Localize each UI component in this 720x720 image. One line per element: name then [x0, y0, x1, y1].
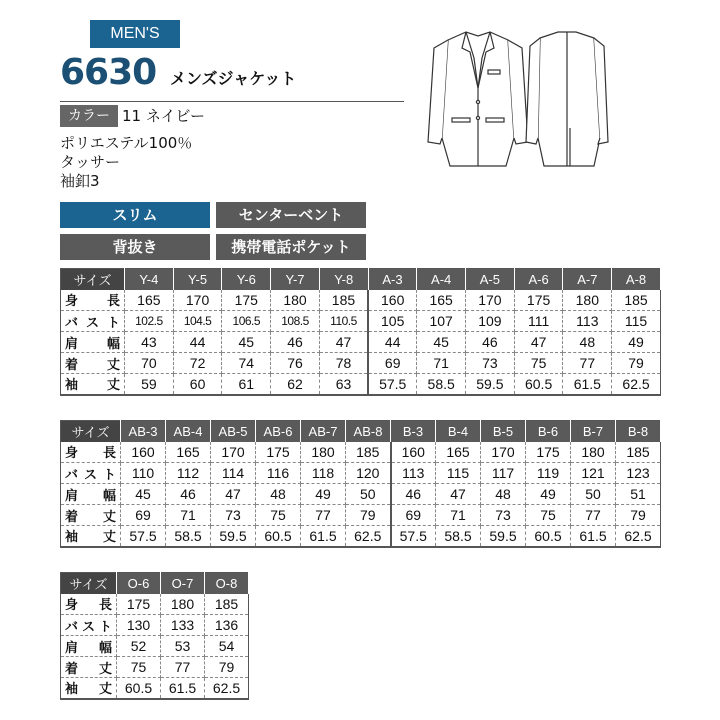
- row-label: 袖 丈: [61, 678, 117, 699]
- spec-material: ポリエステル100％: [60, 134, 193, 152]
- table-cell: 46: [466, 332, 515, 353]
- table-cell: 75: [526, 505, 571, 526]
- table-cell: 105: [368, 311, 417, 332]
- table-cell: 47: [514, 332, 563, 353]
- spec-buttons: 袖釦3: [60, 172, 100, 190]
- size-header-cell: A-7: [563, 269, 612, 290]
- table-cell: 112: [166, 463, 211, 484]
- table-cell: 49: [301, 484, 346, 505]
- table-cell: 75: [514, 353, 563, 374]
- table-cell: 175: [117, 594, 161, 615]
- table-cell: 46: [271, 332, 320, 353]
- size-header-cell: A-4: [417, 269, 466, 290]
- table-cell: 51: [616, 484, 661, 505]
- table-cell: 121: [571, 463, 616, 484]
- feature-unlined-back-badge: 背抜き: [60, 234, 210, 260]
- table-cell: 61.5: [563, 374, 612, 395]
- table-cell: 77: [161, 657, 205, 678]
- table-cell: 104.5: [173, 311, 222, 332]
- table-cell: 160: [368, 290, 417, 311]
- table-cell: 180: [571, 442, 616, 463]
- table-cell: 59: [125, 374, 174, 395]
- table-cell: 77: [301, 505, 346, 526]
- table-cell: 73: [466, 353, 515, 374]
- size-header-cell: AB-4: [166, 421, 211, 442]
- table-cell: 175: [256, 442, 301, 463]
- table-cell: 49: [612, 332, 661, 353]
- row-label: 肩 幅: [61, 484, 121, 505]
- size-header-label: サイズ: [61, 573, 117, 594]
- table-cell: 60.5: [514, 374, 563, 395]
- spec-fabric: タッサー: [60, 153, 121, 171]
- size-header-cell: B-5: [481, 421, 526, 442]
- table-cell: 111: [514, 311, 563, 332]
- table-row: [61, 332, 661, 353]
- table-cell: 170: [481, 442, 526, 463]
- table-cell: 46: [391, 484, 436, 505]
- jacket-back-icon: [526, 32, 608, 166]
- table-cell: 115: [612, 311, 661, 332]
- table-cell: 136: [205, 615, 249, 636]
- table-cell: 109: [466, 311, 515, 332]
- table-cell: 160: [121, 442, 166, 463]
- table-cell: 185: [346, 442, 391, 463]
- table-cell: 46: [166, 484, 211, 505]
- table-row: [61, 594, 249, 615]
- table-cell: 73: [481, 505, 526, 526]
- jacket-front-icon: [428, 32, 528, 166]
- row-label: バスト: [61, 615, 117, 636]
- table-cell: 79: [612, 353, 661, 374]
- size-header-cell: B-6: [526, 421, 571, 442]
- size-header-label: サイズ: [61, 421, 121, 442]
- size-header-cell: B-4: [436, 421, 481, 442]
- row-label: バスト: [61, 463, 121, 484]
- table-cell: 115: [436, 463, 481, 484]
- size-header-cell: AB-3: [121, 421, 166, 442]
- size-header-row: [61, 269, 661, 290]
- table-cell: 75: [117, 657, 161, 678]
- size-header-cell: B-8: [616, 421, 661, 442]
- header-rule: [60, 101, 404, 102]
- table-cell: 61.5: [161, 678, 205, 699]
- table-cell: 61.5: [301, 526, 346, 547]
- size-table-o: [60, 572, 249, 700]
- size-header-cell: AB-6: [256, 421, 301, 442]
- size-header-cell: Y-8: [319, 269, 368, 290]
- table-cell: 62.5: [346, 526, 391, 547]
- table-cell: 62: [271, 374, 320, 395]
- table-cell: 52: [117, 636, 161, 657]
- table-row: [61, 484, 661, 505]
- table-cell: 72: [173, 353, 222, 374]
- size-header-cell: B-3: [391, 421, 436, 442]
- table-cell: 165: [125, 290, 174, 311]
- size-header-cell: A-5: [466, 269, 515, 290]
- table-cell: 130: [117, 615, 161, 636]
- table-cell: 185: [205, 594, 249, 615]
- size-header-cell: A-6: [514, 269, 563, 290]
- table-cell: 44: [368, 332, 417, 353]
- table-cell: 48: [256, 484, 301, 505]
- table-cell: 58.5: [166, 526, 211, 547]
- table-cell: 44: [173, 332, 222, 353]
- table-cell: 45: [417, 332, 466, 353]
- table-cell: 113: [391, 463, 436, 484]
- product-name: メンズジャケット: [170, 69, 297, 88]
- table-cell: 118: [301, 463, 346, 484]
- size-header-cell: O-6: [117, 573, 161, 594]
- table-cell: 63: [319, 374, 368, 395]
- table-cell: 61.5: [571, 526, 616, 547]
- table-row: [61, 353, 661, 374]
- size-header-cell: Y-5: [173, 269, 222, 290]
- table-row: [61, 311, 661, 332]
- row-label: 着 丈: [61, 353, 125, 374]
- size-header-cell: AB-5: [211, 421, 256, 442]
- feature-center-vent-badge: センターベント: [216, 202, 366, 228]
- table-cell: 106.5: [222, 311, 271, 332]
- table-cell: 45: [222, 332, 271, 353]
- table-cell: 45: [121, 484, 166, 505]
- table-cell: 170: [211, 442, 256, 463]
- table-cell: 185: [319, 290, 368, 311]
- table-cell: 71: [417, 353, 466, 374]
- table-cell: 60.5: [256, 526, 301, 547]
- table-cell: 74: [222, 353, 271, 374]
- table-cell: 59.5: [481, 526, 526, 547]
- table-cell: 70: [125, 353, 174, 374]
- model-number: 6630: [60, 52, 157, 93]
- table-cell: 165: [166, 442, 211, 463]
- size-header-cell: B-7: [571, 421, 616, 442]
- size-header-cell: Y-6: [222, 269, 271, 290]
- table-row: [61, 636, 249, 657]
- table-cell: 62.5: [612, 374, 661, 395]
- row-label: 肩 幅: [61, 332, 125, 353]
- color-value: 11 ネイビー: [122, 107, 205, 125]
- table-row: [61, 374, 661, 395]
- table-row: [61, 657, 249, 678]
- table-cell: 180: [161, 594, 205, 615]
- table-row: [61, 463, 661, 484]
- table-cell: 180: [301, 442, 346, 463]
- table-cell: 165: [417, 290, 466, 311]
- table-cell: 78: [319, 353, 368, 374]
- table-cell: 60.5: [117, 678, 161, 699]
- table-cell: 69: [391, 505, 436, 526]
- table-cell: 79: [205, 657, 249, 678]
- row-label: 袖 丈: [61, 374, 125, 395]
- feature-phone-pocket-badge: 携帯電話ポケット: [216, 234, 366, 260]
- table-cell: 57.5: [121, 526, 166, 547]
- table-cell: 59.5: [466, 374, 515, 395]
- size-header-cell: AB-7: [301, 421, 346, 442]
- feature-slim-badge: スリム: [60, 202, 210, 228]
- table-cell: 185: [612, 290, 661, 311]
- table-cell: 117: [481, 463, 526, 484]
- table-row: [61, 442, 661, 463]
- table-cell: 75: [256, 505, 301, 526]
- table-cell: 119: [526, 463, 571, 484]
- table-cell: 47: [436, 484, 481, 505]
- table-cell: 50: [571, 484, 616, 505]
- table-cell: 69: [368, 353, 417, 374]
- table-row: [61, 505, 661, 526]
- row-label: 肩 幅: [61, 636, 117, 657]
- table-row: [61, 290, 661, 311]
- table-cell: 71: [436, 505, 481, 526]
- table-cell: 47: [211, 484, 256, 505]
- table-cell: 170: [173, 290, 222, 311]
- table-cell: 79: [616, 505, 661, 526]
- table-cell: 49: [526, 484, 571, 505]
- table-cell: 110: [121, 463, 166, 484]
- row-label: バスト: [61, 311, 125, 332]
- table-cell: 114: [211, 463, 256, 484]
- table-cell: 58.5: [417, 374, 466, 395]
- table-cell: 54: [205, 636, 249, 657]
- table-cell: 116: [256, 463, 301, 484]
- table-cell: 57.5: [391, 526, 436, 547]
- size-header-cell: O-8: [205, 573, 249, 594]
- table-cell: 108.5: [271, 311, 320, 332]
- table-cell: 57.5: [368, 374, 417, 395]
- size-header-cell: Y-4: [125, 269, 174, 290]
- size-table-ab-b: [60, 420, 661, 548]
- size-header-cell: A-3: [368, 269, 417, 290]
- row-label: 着 丈: [61, 505, 121, 526]
- table-cell: 113: [563, 311, 612, 332]
- table-cell: 165: [436, 442, 481, 463]
- table-cell: 180: [271, 290, 320, 311]
- table-cell: 69: [121, 505, 166, 526]
- table-cell: 77: [563, 353, 612, 374]
- table-cell: 107: [417, 311, 466, 332]
- mens-badge: MEN'S: [90, 20, 180, 48]
- table-cell: 48: [481, 484, 526, 505]
- table-cell: 50: [346, 484, 391, 505]
- size-table-y-a: [60, 268, 661, 396]
- row-label: 身 長: [61, 594, 117, 615]
- table-row: [61, 615, 249, 636]
- table-cell: 76: [271, 353, 320, 374]
- table-cell: 133: [161, 615, 205, 636]
- table-cell: 61: [222, 374, 271, 395]
- jacket-illustration: [418, 18, 610, 168]
- table-cell: 160: [391, 442, 436, 463]
- table-cell: 123: [616, 463, 661, 484]
- table-row: [61, 678, 249, 699]
- table-cell: 185: [616, 442, 661, 463]
- table-cell: 62.5: [616, 526, 661, 547]
- row-label: 袖 丈: [61, 526, 121, 547]
- row-label: 着 丈: [61, 657, 117, 678]
- size-header-row: [61, 421, 661, 442]
- table-cell: 170: [466, 290, 515, 311]
- size-header-cell: AB-8: [346, 421, 391, 442]
- row-label: 身 長: [61, 290, 125, 311]
- table-cell: 58.5: [436, 526, 481, 547]
- table-cell: 53: [161, 636, 205, 657]
- table-cell: 71: [166, 505, 211, 526]
- table-cell: 73: [211, 505, 256, 526]
- size-header-cell: Y-7: [271, 269, 320, 290]
- table-cell: 180: [563, 290, 612, 311]
- table-cell: 62.5: [205, 678, 249, 699]
- table-cell: 79: [346, 505, 391, 526]
- table-cell: 60: [173, 374, 222, 395]
- table-cell: 48: [563, 332, 612, 353]
- color-label: カラー: [60, 105, 118, 127]
- table-cell: 175: [514, 290, 563, 311]
- table-cell: 102.5: [125, 311, 174, 332]
- size-header-cell: O-7: [161, 573, 205, 594]
- table-cell: 77: [571, 505, 616, 526]
- table-cell: 60.5: [526, 526, 571, 547]
- table-cell: 47: [319, 332, 368, 353]
- size-header-label: サイズ: [61, 269, 125, 290]
- table-cell: 120: [346, 463, 391, 484]
- table-cell: 110.5: [319, 311, 368, 332]
- table-cell: 59.5: [211, 526, 256, 547]
- table-cell: 175: [222, 290, 271, 311]
- table-cell: 175: [526, 442, 571, 463]
- table-cell: 43: [125, 332, 174, 353]
- size-header-row: [61, 573, 249, 594]
- table-row: [61, 526, 661, 547]
- size-header-cell: A-8: [612, 269, 661, 290]
- row-label: 身 長: [61, 442, 121, 463]
